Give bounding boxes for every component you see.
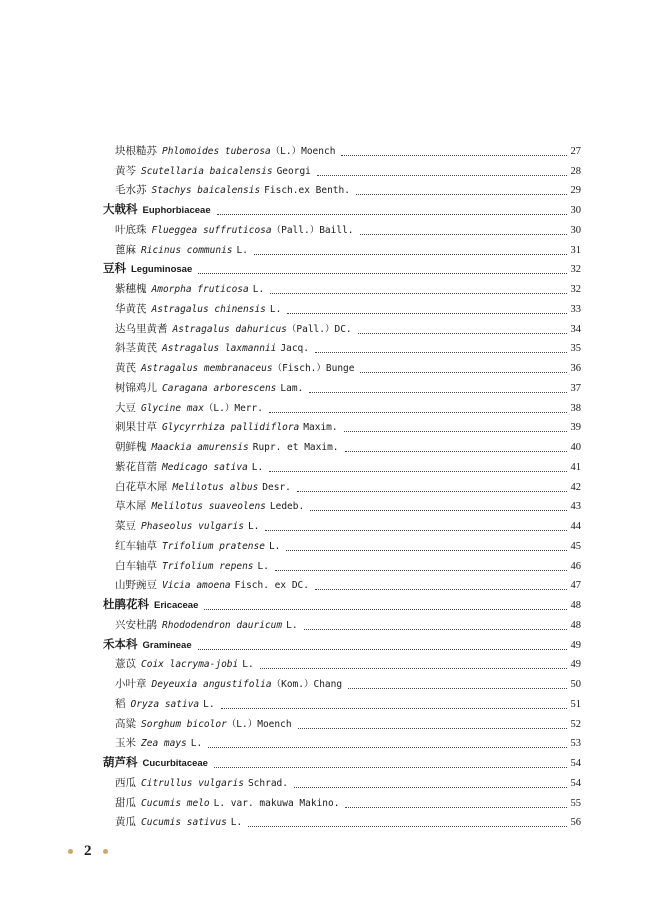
chinese-name: 黄芪 — [115, 362, 136, 374]
author-citation: Schrad. — [247, 777, 288, 789]
latin-name: Stachys baicalensis — [151, 185, 261, 197]
toc-entry-row[interactable] — [103, 416, 581, 436]
page-ref: 49 — [570, 659, 581, 671]
latin-name: Deyeuxia angustifolia — [151, 679, 272, 690]
page-ref: 46 — [570, 560, 581, 572]
dot-leader — [265, 530, 566, 531]
chinese-name: 葫芦科 — [103, 755, 138, 769]
toc-entry-row[interactable] — [103, 218, 581, 238]
family-latin-name: Cucurbitaceae — [142, 758, 208, 769]
toc-entry-row[interactable] — [103, 159, 581, 179]
toc-entry-row[interactable] — [103, 613, 581, 633]
toc-title — [115, 697, 215, 712]
page-ref: 36 — [570, 363, 581, 374]
page-ref: 54 — [570, 758, 581, 769]
chinese-name: 草木犀 — [115, 500, 147, 513]
toc-entry-row[interactable] — [103, 811, 581, 831]
latin-name: Coix lacryma-jobi — [141, 659, 239, 671]
chinese-name: 稻 — [115, 697, 126, 710]
toc-title — [115, 519, 259, 534]
chinese-name: 红车轴草 — [115, 539, 157, 552]
dot-leader — [348, 688, 566, 689]
author-citation: L. — [268, 540, 281, 552]
latin-name: Cucumis sativus — [141, 817, 227, 829]
dot-leader — [269, 471, 566, 472]
author-citation: （L.）Merr. — [203, 402, 263, 414]
page-ref: 40 — [570, 442, 581, 453]
author-citation: Desr. — [262, 481, 291, 493]
latin-name: Rhododendron dauricum — [162, 619, 283, 631]
author-citation: Fisch.ex Benth. — [264, 185, 350, 197]
chinese-name: 块根糙苏 — [115, 144, 157, 157]
author-citation: （Fisch.）Bunge — [272, 363, 355, 374]
chinese-name: 大戟科 — [103, 202, 138, 216]
toc-entry-row[interactable] — [103, 238, 581, 258]
dot-leader — [360, 372, 566, 373]
chinese-name: 豆科 — [103, 261, 126, 276]
toc-entry-row[interactable] — [103, 791, 581, 811]
toc-entry-row[interactable] — [103, 139, 581, 159]
page-number: 2 — [84, 843, 92, 859]
ornament-dot-left-icon — [68, 849, 73, 854]
chinese-name: 大豆 — [115, 401, 136, 414]
latin-name: Trifolium pratense — [162, 540, 265, 552]
page-ref: 43 — [570, 501, 581, 513]
dot-leader — [315, 352, 567, 353]
toc-entry-row[interactable] — [103, 475, 581, 495]
dot-leader — [345, 451, 567, 452]
toc-entry-row[interactable] — [103, 297, 581, 317]
chinese-name: 叶底珠 — [115, 223, 147, 236]
latin-name: Amorpha fruticosa — [151, 284, 249, 295]
author-citation: Lam. — [280, 382, 304, 394]
toc-entry-row[interactable] — [103, 376, 581, 396]
toc-entry-row[interactable] — [103, 435, 581, 455]
toc-title — [115, 717, 292, 732]
toc-title — [115, 677, 342, 692]
toc-entry-row[interactable] — [103, 356, 581, 376]
chinese-name: 禾本科 — [103, 636, 138, 651]
toc-title — [115, 796, 339, 811]
page-ref: 35 — [570, 343, 581, 355]
page-ref: 47 — [570, 580, 581, 592]
page-ref: 48 — [570, 600, 581, 611]
dot-leader — [315, 589, 567, 590]
author-citation: L. — [236, 244, 248, 256]
toc-title — [115, 618, 298, 633]
toc-title — [115, 223, 354, 238]
latin-name: Glycine max — [141, 402, 204, 414]
latin-name: Oryza sativa — [130, 698, 200, 710]
dot-leader — [294, 787, 567, 788]
toc-entry-row[interactable] — [103, 672, 581, 692]
table-of-contents — [103, 139, 581, 830]
author-citation: L. — [257, 560, 269, 572]
author-citation: L. — [252, 284, 265, 295]
page-ref: 30 — [570, 224, 581, 236]
chinese-name: 杜鹃花科 — [103, 597, 149, 611]
latin-name: Sorghum bicolor — [141, 718, 227, 730]
toc-entry-row[interactable] — [103, 574, 581, 594]
page-ref: 42 — [570, 481, 581, 493]
page-ref: 31 — [570, 244, 581, 256]
dot-leader — [204, 609, 566, 610]
toc-entry-row[interactable] — [103, 337, 581, 357]
author-citation: （L.）Moench — [226, 718, 292, 730]
author-citation: L. — [242, 659, 254, 671]
toc-title — [115, 302, 281, 317]
page-ref: 30 — [570, 205, 581, 216]
latin-name: Phlomoides tuberosa — [162, 145, 271, 157]
toc-title — [103, 202, 211, 218]
chinese-name: 白车轴草 — [115, 559, 157, 572]
page-ref: 39 — [570, 422, 581, 434]
toc-title — [115, 657, 254, 672]
toc-title — [115, 322, 352, 337]
author-citation: L. — [247, 521, 260, 532]
chinese-name: 斜茎黄芪 — [115, 342, 157, 355]
author-citation: （Pall.）DC. — [286, 323, 352, 335]
toc-title — [115, 480, 291, 495]
toc-entry-row[interactable] — [103, 277, 581, 297]
dot-leader — [208, 747, 566, 748]
ornament-dot-right-icon — [103, 849, 108, 854]
dot-leader — [248, 826, 566, 827]
chinese-name: 薏苡 — [115, 658, 136, 671]
toc-title — [115, 341, 309, 356]
toc-family-row[interactable] — [103, 593, 581, 613]
latin-name: Melilotus suaveolens — [151, 501, 266, 513]
dot-leader — [317, 175, 567, 176]
page-ref: 29 — [570, 185, 581, 197]
chinese-name: 黄瓜 — [115, 816, 136, 829]
page-ref: 38 — [570, 402, 581, 414]
toc-entry-row[interactable] — [103, 771, 581, 791]
toc-entry-row[interactable] — [103, 514, 581, 534]
family-latin-name: Euphorbiaceae — [142, 205, 211, 216]
dot-leader — [360, 234, 567, 235]
dot-leader — [356, 194, 567, 195]
latin-name: Astragalus laxmannii — [162, 343, 277, 355]
page-ref: 27 — [570, 145, 581, 157]
author-citation: L. var. makuwa Makino. — [213, 797, 340, 809]
chinese-name: 菜豆 — [115, 520, 136, 532]
dot-leader — [309, 392, 566, 393]
author-citation: Ledeb. — [269, 501, 305, 513]
author-citation: （L.）Moench — [270, 145, 336, 157]
author-citation: L. — [286, 619, 298, 631]
chinese-name: 朝鲜槐 — [115, 441, 147, 453]
toc-title — [115, 460, 263, 475]
toc-entry-row[interactable] — [103, 712, 581, 732]
toc-entry-row[interactable] — [103, 455, 581, 475]
toc-title — [115, 440, 339, 455]
family-latin-name: Leguminosae — [131, 264, 193, 276]
chinese-name: 刺果甘草 — [115, 421, 157, 434]
toc-title — [103, 261, 192, 277]
latin-name: Trifolium repens — [162, 560, 254, 572]
chinese-name: 达乌里黄耆 — [115, 322, 168, 335]
dot-leader — [304, 629, 567, 630]
toc-title — [115, 815, 242, 830]
dot-leader — [298, 728, 567, 729]
dot-leader — [217, 214, 567, 215]
page-ref: 49 — [570, 639, 581, 651]
page-ref: 44 — [570, 521, 581, 532]
dot-leader — [287, 313, 566, 314]
page-ref: 33 — [570, 303, 581, 315]
author-citation: （Kom.）Chang — [271, 679, 343, 690]
page-ref: 34 — [570, 323, 581, 335]
chinese-name: 玉米 — [115, 737, 136, 750]
page-ref: 45 — [570, 540, 581, 552]
author-citation: Rupr. et Maxim. — [252, 442, 339, 453]
dot-leader — [198, 649, 567, 650]
toc-entry-row[interactable] — [103, 534, 581, 554]
dot-leader — [214, 767, 567, 768]
latin-name: Zea mays — [141, 738, 187, 750]
author-citation: Fisch. ex DC. — [234, 580, 309, 592]
chinese-name: 树锦鸡儿 — [115, 381, 157, 394]
toc-title — [115, 578, 309, 593]
toc-title — [115, 559, 269, 574]
latin-name: Phaseolus vulgaris — [141, 521, 244, 532]
chinese-name: 兴安杜鹃 — [115, 618, 157, 631]
latin-name: Medicago sativa — [162, 461, 248, 473]
page-footer — [68, 843, 108, 860]
dot-leader — [345, 807, 566, 808]
latin-name: Vicia amoena — [162, 580, 231, 592]
toc-entry-row[interactable] — [103, 554, 581, 574]
toc-title — [115, 381, 303, 396]
toc-title — [115, 183, 350, 198]
toc-family-row[interactable] — [103, 198, 581, 218]
latin-name: Flueggea suffruticosa — [151, 224, 272, 236]
family-latin-name: Ericaceae — [154, 600, 199, 611]
latin-name: Cucumis melo — [141, 797, 210, 809]
author-citation: L. — [190, 738, 203, 750]
chinese-name: 蓖麻 — [115, 243, 136, 256]
toc-family-row[interactable] — [103, 751, 581, 771]
toc-entry-row[interactable] — [103, 732, 581, 752]
dot-leader — [286, 550, 566, 551]
chinese-name: 山野豌豆 — [115, 579, 157, 592]
dot-leader — [297, 491, 567, 492]
author-citation: L. — [269, 303, 282, 315]
page-ref: 48 — [570, 619, 581, 631]
toc-title — [115, 282, 264, 297]
chinese-name: 高粱 — [115, 717, 136, 730]
author-citation: Georgi — [276, 165, 311, 177]
author-citation: L. — [203, 698, 215, 710]
author-citation: Maxim. — [303, 422, 338, 434]
toc-title — [115, 736, 202, 751]
toc-title — [115, 144, 335, 159]
page-ref: 37 — [570, 382, 581, 394]
latin-name: Glycyrrhiza pallidiflora — [162, 422, 300, 434]
latin-name: Astragalus chinensis — [151, 303, 266, 315]
author-citation: Jacq. — [280, 343, 309, 355]
chinese-name: 紫穗槐 — [115, 283, 147, 295]
latin-name: Melilotus albus — [172, 481, 259, 493]
page-ref: 51 — [570, 698, 581, 710]
chinese-name: 甜瓜 — [115, 796, 136, 809]
toc-title — [103, 597, 198, 613]
author-citation: L. — [251, 461, 264, 473]
chinese-name: 毛水苏 — [115, 184, 147, 197]
page-ref: 41 — [570, 461, 581, 473]
family-latin-name: Gramineae — [142, 639, 192, 651]
dot-leader — [341, 155, 566, 156]
chinese-name: 黄芩 — [115, 164, 136, 177]
toc-entry-row[interactable] — [103, 653, 581, 673]
chinese-name: 白花草木犀 — [115, 480, 168, 493]
dot-leader — [221, 708, 567, 709]
toc-title — [115, 776, 288, 791]
dot-leader — [270, 293, 566, 294]
page-ref: 50 — [570, 679, 581, 690]
toc-entry-row[interactable] — [103, 692, 581, 712]
latin-name: Ricinus communis — [141, 244, 233, 256]
toc-family-row[interactable] — [103, 633, 581, 653]
toc-title — [115, 243, 248, 258]
dot-leader — [198, 273, 566, 274]
chinese-name: 小叶章 — [115, 678, 147, 690]
chinese-name: 紫花苜蓿 — [115, 460, 157, 473]
toc-family-row[interactable] — [103, 258, 581, 278]
toc-title — [115, 420, 338, 435]
toc-title — [115, 499, 304, 514]
toc-entry-row[interactable] — [103, 179, 581, 199]
page-ref: 52 — [570, 718, 581, 730]
toc-title — [103, 637, 192, 653]
toc-title — [115, 164, 311, 179]
page-ref: 54 — [570, 777, 581, 789]
toc-title — [115, 401, 263, 416]
chinese-name: 华黄芪 — [115, 302, 147, 315]
latin-name: Caragana arborescens — [162, 382, 277, 394]
page-ref: 56 — [570, 817, 581, 829]
chinese-name: 西瓜 — [115, 776, 136, 789]
dot-leader — [254, 254, 567, 255]
page-ref: 28 — [570, 165, 581, 177]
page-ref: 32 — [570, 284, 581, 295]
toc-entry-row[interactable] — [103, 495, 581, 515]
author-citation: （Pall.）Baill. — [271, 224, 354, 236]
toc-title — [115, 361, 354, 376]
latin-name: Maackia amurensis — [151, 442, 249, 453]
latin-name: Astragalus dahuricus — [172, 323, 287, 335]
page-ref: 32 — [570, 264, 581, 276]
toc-entry-row[interactable] — [103, 317, 581, 337]
dot-leader — [344, 431, 567, 432]
dot-leader — [310, 510, 566, 511]
page-ref: 55 — [570, 797, 581, 809]
toc-title — [103, 755, 208, 771]
latin-name: Astragalus membranaceus — [141, 363, 273, 374]
toc-title — [115, 539, 280, 554]
dot-leader — [275, 570, 567, 571]
dot-leader — [358, 333, 567, 334]
toc-entry-row[interactable] — [103, 396, 581, 416]
dot-leader — [269, 412, 567, 413]
page-ref: 53 — [570, 738, 581, 750]
author-citation: L. — [230, 817, 243, 829]
latin-name: Scutellaria baicalensis — [141, 165, 273, 177]
latin-name: Citrullus vulgaris — [141, 777, 244, 789]
dot-leader — [260, 668, 567, 669]
